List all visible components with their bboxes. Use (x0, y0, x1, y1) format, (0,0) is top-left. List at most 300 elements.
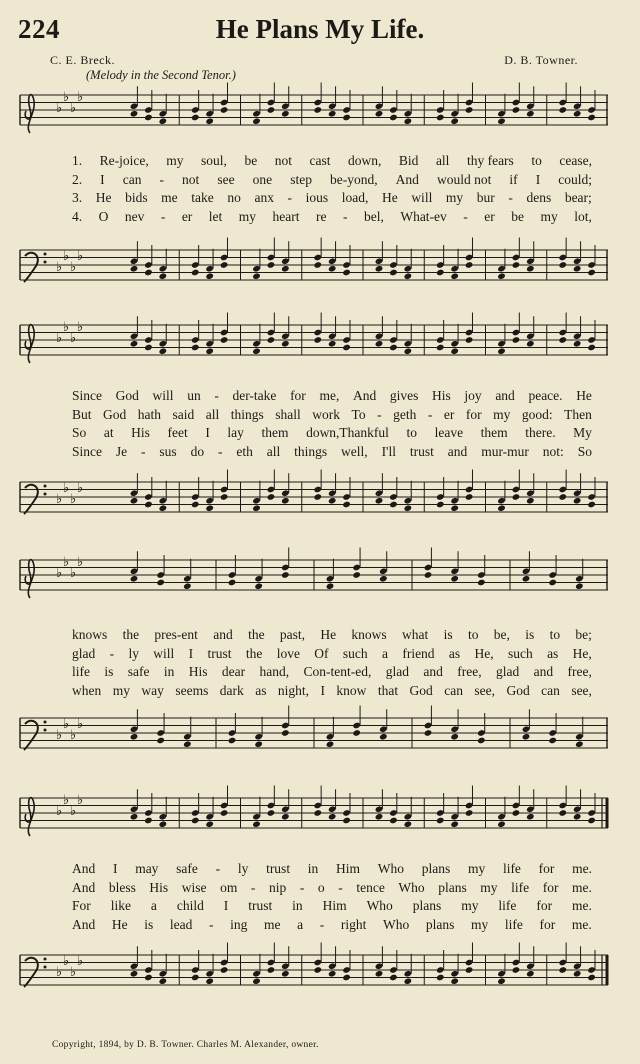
lyric-syllable: me. (572, 879, 592, 895)
lyric-line (72, 860, 592, 879)
lyric-syllable: will (411, 190, 433, 205)
lyric-syllable: I (100, 171, 105, 187)
flat-icon: ♭ (77, 717, 84, 732)
lyric-syllable: - (214, 388, 219, 403)
flat-icon: ♭ (77, 90, 84, 105)
lyric-syllable: at (103, 425, 114, 440)
lyric-syllable: I (112, 861, 118, 876)
lyric-syllable: me (161, 190, 178, 205)
lyric-syllable: Je (115, 443, 128, 459)
lyric-syllable: my (540, 208, 558, 224)
lyric-syllable: My (573, 425, 592, 440)
lyric-syllable: He, (474, 645, 494, 661)
lyric-syllable: heart (272, 208, 300, 224)
flat-icon: ♭ (77, 249, 84, 264)
lyric-syllable: - (463, 208, 468, 224)
lyric-syllable: dark (219, 682, 244, 698)
lyric-syllable: He, (572, 645, 592, 661)
lyric-syllable: om (220, 879, 238, 895)
lyric-syllable: I (535, 171, 541, 187)
lyric-syllable: my (445, 190, 464, 205)
lyric-syllable: Since (72, 443, 102, 459)
lyric-syllable: His (188, 664, 208, 679)
lyric-syllable: bless (108, 879, 136, 895)
flat-icon: ♭ (70, 566, 77, 581)
lyric-syllable: one (252, 171, 273, 187)
flat-icon: ♭ (70, 728, 77, 743)
lyric-syllable: Him (322, 898, 347, 913)
lyric-syllable: is (443, 627, 453, 642)
lyric-syllable: sus (159, 443, 177, 459)
lyric-syllable: trust (409, 443, 434, 459)
lyric-syllable: nev (124, 208, 145, 224)
lyric-syllable: gives (389, 388, 419, 403)
lyric-syllable: take (191, 190, 214, 205)
lyric-syllable: lead (169, 916, 193, 932)
lyric-syllable: geth (393, 406, 417, 422)
lyric-syllable: - (319, 916, 325, 932)
lyric-syllable: He (320, 627, 337, 642)
flat-icon: ♭ (70, 804, 77, 819)
lyric-syllable: 4. (72, 208, 83, 224)
lyric-syllable: His (131, 425, 150, 440)
lyric-syllable: mur-mur (481, 443, 529, 459)
flat-icon: ♭ (63, 555, 70, 570)
lyric-syllable: er (443, 406, 455, 422)
lyric-syllable: know (336, 682, 367, 698)
lyric-syllable: seems (175, 682, 209, 698)
lyric-syllable: God (115, 388, 139, 403)
lyric-syllable: not (274, 153, 292, 168)
lyric-syllable: see, (571, 682, 592, 698)
lyric-syllable: in (292, 898, 303, 913)
note-head (465, 966, 474, 974)
note-head (159, 977, 168, 985)
lyric-syllable: the (245, 645, 263, 661)
note-head (144, 974, 153, 982)
lyric-syllable: - (338, 879, 343, 895)
lyric-syllable: to (467, 627, 479, 642)
note-head (267, 966, 276, 974)
lyric-syllable: life (498, 898, 517, 913)
lyric-syllable: He (576, 388, 592, 403)
lyric-syllable: down, (348, 153, 382, 168)
lyric-syllable: see, (474, 682, 496, 698)
lyric-syllable: bur (476, 190, 495, 205)
lyric-syllable: peace. (528, 388, 563, 403)
note-head (436, 974, 445, 982)
lyric-syllable: - (377, 406, 382, 422)
flat-icon: ♭ (56, 492, 63, 507)
lyric-syllable: like (110, 898, 131, 913)
lyric-syllable: His (432, 388, 451, 403)
lyric-syllable: is (525, 627, 535, 642)
lyric-syllable: what (402, 627, 429, 642)
lyric-syllable: leave (434, 425, 464, 440)
note-head (252, 977, 261, 985)
lyric-syllable: feet (167, 425, 188, 440)
lyric-syllable: right (340, 916, 367, 932)
lyric-syllable: my (471, 916, 489, 932)
lyric-syllable: good: (521, 406, 553, 422)
lyric-syllable: And (72, 861, 96, 876)
lyric-syllable: And (395, 171, 419, 187)
lyric-syllable: cease, (559, 153, 592, 168)
lyric-syllable: knows (72, 627, 108, 642)
lyric-syllable: hath (137, 406, 162, 422)
note-head (130, 970, 139, 978)
note-head (573, 970, 582, 978)
lyric-syllable: be-yond, (330, 171, 378, 187)
flat-icon: ♭ (63, 481, 70, 496)
lyric-syllable: can (444, 682, 463, 698)
flat-icon: ♭ (56, 728, 63, 743)
clef-dot (44, 966, 47, 969)
lyric-syllable: ly (237, 861, 249, 876)
note-head (389, 974, 398, 982)
lyric-syllable: soul, (201, 153, 227, 168)
flat-icon: ♭ (77, 793, 84, 808)
lyric-syllable: wise (181, 879, 207, 895)
clef-dot (44, 958, 47, 961)
lyric-syllable: glad (385, 664, 409, 679)
verse-lyrics-4 (72, 860, 592, 934)
lyric-syllable: past, (279, 627, 306, 642)
lyric-syllable: - (287, 190, 293, 205)
lyric-syllable: er (484, 208, 495, 224)
note-head (450, 977, 459, 985)
lyric-syllable: is (104, 664, 114, 679)
lyric-syllable: 1. (72, 153, 83, 168)
lyric-syllable: and (213, 627, 233, 642)
flat-icon: ♭ (63, 320, 70, 335)
flat-icon: ♭ (70, 260, 77, 275)
flat-icon: ♭ (63, 717, 70, 732)
flat-icon: ♭ (63, 793, 70, 808)
hymn-number: 224 (18, 14, 60, 44)
lyric-syllable: me. (572, 898, 592, 913)
lyric-syllable: Con-tent-ed, (303, 664, 372, 679)
lyric-syllable: God (409, 682, 433, 698)
lyric-syllable: life (504, 916, 523, 932)
lyric-syllable: things (230, 406, 264, 422)
lyric-syllable: for (539, 916, 556, 932)
lyric-syllable: can (541, 682, 560, 698)
lyric-syllable: not (182, 171, 200, 187)
lyric-syllable: said (172, 406, 195, 422)
lyric-syllable: bids (125, 190, 148, 205)
lyric-syllable: So (577, 443, 592, 459)
lyric-syllable: to (531, 153, 542, 168)
lyric-syllable: So (72, 425, 87, 440)
lyric-syllable: Of (314, 645, 329, 661)
lyric-syllable: I (188, 645, 194, 661)
lyric-syllable: be (244, 153, 258, 168)
lyric-syllable: bel, (363, 208, 384, 224)
lyric-syllable: ing (230, 916, 248, 932)
lyric-syllable: trust (248, 898, 273, 913)
lyric-syllable: plans (438, 879, 467, 895)
lyric-syllable: all (266, 443, 281, 459)
lyric-syllable: me. (571, 916, 592, 932)
lyric-syllable: see (217, 171, 235, 187)
lyric-syllable: trust (266, 861, 291, 876)
lyric-syllable: der-take (232, 388, 277, 403)
lyric-syllable: thy fears (466, 153, 514, 168)
lyric-syllable: them (480, 425, 508, 440)
flat-icon: ♭ (56, 331, 63, 346)
lyric-syllable: I'll (381, 443, 396, 459)
lyric-syllable: for (290, 388, 306, 403)
note-head (220, 966, 229, 974)
lyric-syllable: - (109, 645, 115, 661)
lyric-syllable: joy (464, 388, 482, 403)
lyric-syllable: such (342, 645, 368, 661)
lyric-syllable: as (547, 645, 559, 661)
lyric-syllable: God (103, 406, 127, 422)
lyric-syllable: as (448, 645, 461, 661)
lyric-syllable: way (141, 682, 164, 698)
lyric-syllable: will (152, 388, 174, 403)
lyric-syllable: for (536, 898, 553, 913)
lyric-syllable: me. (572, 861, 592, 876)
lyric-syllable: 3. (72, 190, 83, 205)
flat-icon: ♭ (56, 260, 63, 275)
lyric-syllable: Who (377, 861, 405, 876)
lyric-syllable: in (163, 664, 175, 679)
lyric-syllable: well, (341, 443, 368, 459)
lyric-syllable: cast (309, 153, 331, 168)
flat-icon: ♭ (63, 90, 70, 105)
lyric-syllable: o (317, 879, 325, 895)
lyric-syllable: Re-joice, (99, 153, 149, 168)
lyric-syllable: His (149, 879, 169, 895)
lyric-syllable: me (264, 916, 281, 932)
melody-note: (Melody in the Second Tenor.) (86, 68, 236, 82)
lyric-syllable: Him (336, 861, 361, 876)
note-head (404, 977, 413, 985)
lyric-syllable: He (95, 190, 112, 205)
lyric-syllable: - (508, 190, 513, 205)
lyric-syllable: And (72, 916, 96, 932)
lyric-syllable: I (205, 425, 210, 440)
lyric-syllable: knows (351, 627, 387, 642)
flat-icon: ♭ (77, 320, 84, 335)
lyric-syllable: 2. (72, 171, 83, 187)
lyric-syllable: plans (412, 898, 442, 913)
flat-icon: ♭ (70, 101, 77, 116)
lyric-syllable: a (150, 898, 157, 913)
lyric-syllable: work (312, 406, 341, 422)
lyric-syllable: safe (176, 861, 198, 876)
lyric-syllable: and (533, 664, 554, 679)
lyric-syllable: such (507, 645, 533, 661)
lyric-syllable: them (261, 425, 289, 440)
note-head (205, 977, 214, 985)
lyric-syllable: and (447, 443, 468, 459)
flat-icon: ♭ (70, 492, 77, 507)
lyric-syllable: there. (525, 425, 556, 440)
lyric-syllable: Who (366, 898, 393, 913)
lyric-syllable: Who (398, 879, 425, 895)
lyric-syllable: O (98, 208, 109, 224)
note-head (558, 966, 567, 974)
note-head (526, 970, 535, 978)
lyric-syllable: God (506, 682, 530, 698)
lyric-syllable: anx (254, 190, 274, 205)
lyric-syllable: plans (421, 861, 451, 876)
lyric-syllable: for (538, 861, 555, 876)
flat-icon: ♭ (70, 331, 77, 346)
copyright-notice: Copyright, 1894, by D. B. Towner. Charles M. Alexander, owner. (52, 1040, 319, 1050)
lyric-syllable: - (209, 916, 214, 932)
flat-icon: ♭ (56, 101, 63, 116)
flat-icon: ♭ (56, 804, 63, 819)
flat-icon: ♭ (63, 954, 70, 969)
lyric-syllable: - (299, 879, 305, 895)
lyric-syllable: He (111, 916, 128, 932)
lyric-syllable: would not (436, 171, 492, 187)
lyric-syllable: down,Thankful (306, 425, 389, 440)
lyric-syllable: and (495, 388, 515, 403)
lyric-syllable: as (255, 682, 267, 698)
lyric-syllable: that (377, 682, 399, 698)
lyric-syllable: when (72, 682, 102, 698)
lyric-syllable: - (141, 443, 146, 459)
lyric-syllable: my (166, 153, 184, 168)
lyric-syllable: all (435, 153, 450, 168)
lyric-syllable: and (423, 664, 443, 679)
lyric-syllable: plans (425, 916, 455, 932)
lyric-syllable: life (72, 664, 90, 679)
lyric-syllable: Since (72, 388, 102, 403)
lyric-syllable: But (72, 406, 92, 422)
lyric-syllable: life (511, 879, 530, 895)
lyric-syllable: my (467, 861, 486, 876)
lyric-syllable: will (153, 645, 175, 661)
lyric-syllable: not: (542, 443, 564, 459)
note-head (342, 974, 351, 982)
lyric-syllable: to (549, 627, 561, 642)
note-head (497, 977, 506, 985)
note-head (191, 974, 200, 982)
lyric-syllable: - (342, 208, 348, 224)
lyric-syllable: un (187, 388, 201, 403)
lyric-syllable: For (72, 898, 91, 913)
lyric-syllable: step (290, 171, 312, 187)
lyric-syllable: eth (236, 443, 253, 459)
flat-icon: ♭ (77, 954, 84, 969)
lyric-syllable: me, (319, 388, 340, 403)
lyric-syllable: tence (356, 879, 385, 895)
lyric-syllable: let (208, 208, 223, 224)
note-head (313, 966, 322, 974)
note-head (587, 974, 596, 982)
lyric-syllable: my (112, 682, 130, 698)
author-credit: C. E. Breck. (50, 53, 115, 67)
lyric-syllable: - (217, 443, 223, 459)
lyric-syllable: shall (275, 406, 301, 422)
lyric-syllable: my (461, 898, 479, 913)
lyric-syllable: be, (493, 627, 510, 642)
lyric-syllable: trust (207, 645, 232, 661)
lyric-syllable: lot, (574, 208, 592, 224)
lyric-line (72, 916, 592, 935)
lyric-syllable: lay (227, 425, 244, 440)
lyric-line (72, 897, 592, 916)
lyric-syllable: glad (495, 664, 520, 679)
flat-icon: ♭ (70, 965, 77, 980)
lyric-syllable: safe (127, 664, 150, 679)
lyric-syllable: be; (575, 627, 592, 642)
lyric-syllable: do (190, 443, 205, 459)
flat-icon: ♭ (56, 566, 63, 581)
lyric-syllable: ious (305, 190, 329, 205)
lyric-syllable: er (181, 208, 193, 224)
lyric-syllable: - (215, 861, 221, 876)
lyric-syllable: all (205, 406, 220, 422)
lyric-syllable: - (159, 171, 164, 187)
lyric-syllable: my (480, 879, 498, 895)
lyric-syllable: life (502, 861, 521, 876)
lyric-syllable: I (320, 682, 325, 698)
lyric-syllable: bear; (564, 190, 592, 205)
lyric-syllable: be (511, 208, 525, 224)
lyric-syllable: the (248, 627, 265, 642)
lyric-syllable: To (351, 406, 366, 422)
lyric-syllable: And (352, 388, 377, 403)
lyric-syllable: glad (72, 645, 96, 661)
note-head (375, 970, 384, 978)
lyric-syllable: for (542, 879, 559, 895)
lyric-syllable: I (223, 898, 229, 913)
lyric-syllable: if (509, 171, 518, 187)
lyric-syllable: - (160, 208, 166, 224)
lyric-syllable: my (238, 208, 257, 224)
note-head (281, 970, 290, 978)
lyric-syllable: - (250, 879, 256, 895)
lyric-syllable: dens (526, 190, 552, 205)
lyric-syllable: dear (221, 664, 246, 679)
lyric-syllable: in (307, 861, 319, 876)
lyric-syllable: load, (341, 190, 369, 205)
flat-icon: ♭ (77, 481, 84, 496)
lyric-syllable: can (122, 171, 142, 187)
lyric-syllable: And (72, 879, 96, 895)
lyric-syllable: love (276, 645, 300, 661)
lyric-syllable: free, (567, 664, 592, 679)
lyric-syllable: hand, (259, 664, 290, 679)
lyric-syllable: re (316, 208, 327, 224)
lyric-syllable: things (294, 443, 328, 459)
lyric-syllable: to (406, 425, 418, 440)
note-head (512, 966, 521, 974)
flat-icon: ♭ (77, 555, 84, 570)
lyric-syllable: Bid (398, 153, 419, 168)
composer-credit: D. B. Towner. (504, 53, 578, 67)
lyric-syllable: a (381, 645, 388, 661)
lyric-syllable: is (144, 916, 154, 932)
lyric-syllable: my (493, 406, 511, 422)
lyric-syllable: a (297, 916, 304, 932)
lyric-syllable: could; (558, 171, 592, 187)
lyric-syllable: free, (457, 664, 482, 679)
flat-icon: ♭ (63, 249, 70, 264)
lyric-syllable: friend (402, 645, 435, 661)
lyric-syllable: He (381, 190, 398, 205)
lyric-syllable: nip (269, 879, 287, 895)
lyric-syllable: ly (128, 645, 139, 661)
